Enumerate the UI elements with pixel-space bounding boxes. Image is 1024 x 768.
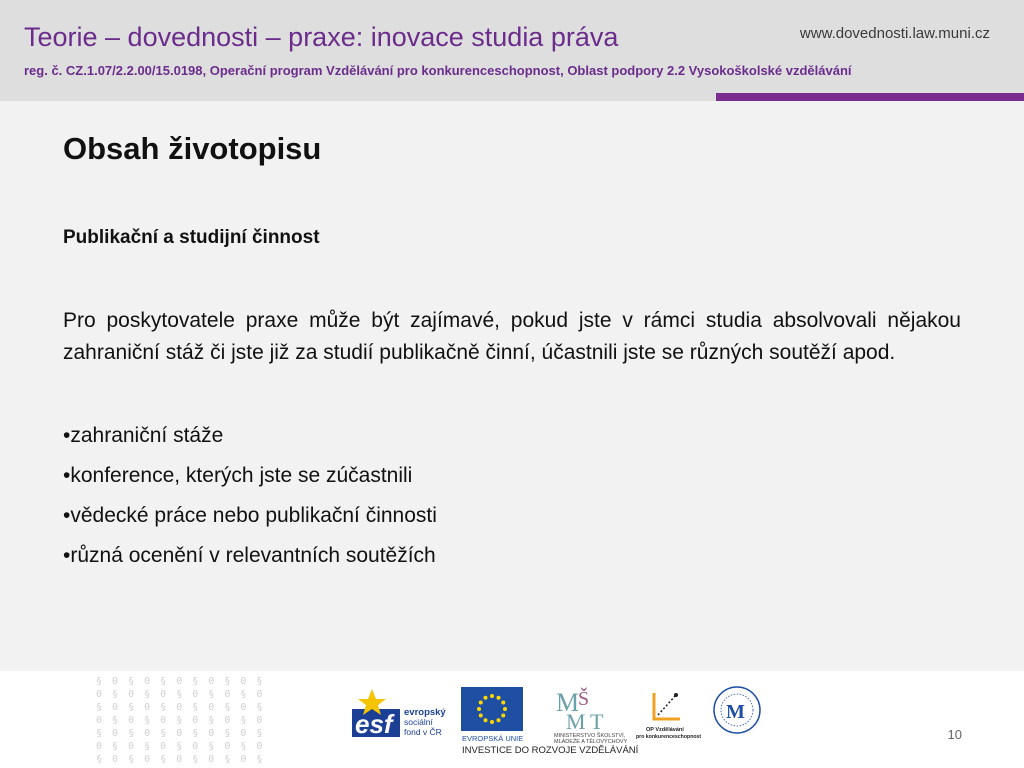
svg-text:M: M <box>556 688 580 717</box>
bullet-item: •konference, kterých jste se zúčastnili <box>63 464 413 487</box>
esf-text-line: evropský <box>404 707 446 718</box>
slide-content <box>0 101 1024 671</box>
msmt-label: MLÁDEŽE A TĚLOVÝCHOVY <box>554 739 628 745</box>
eu-star <box>490 694 494 698</box>
section-subheading: Publikační a studijní činnost <box>63 227 320 248</box>
eu-star <box>501 714 505 718</box>
eu-star <box>490 720 494 724</box>
header-band <box>0 0 1024 101</box>
slide-title: Obsah životopisu <box>63 131 322 166</box>
svg-text:M: M <box>566 709 586 734</box>
msmt-label: MINISTERSTVO ŠKOLSTVÍ, <box>554 733 626 739</box>
bullet-item: •různá ocenění v relevantních soutěžích <box>63 544 436 567</box>
bullet-list <box>63 416 437 576</box>
paragraph-pattern-decoration: § 0 § 0 § 0 § 0 § 0 § 0 § 0 § 0 § 0 § 0 § 0 § 0 § 0 § 0 § 0 § 0 § 0 § 0 § 0 § 0 § 0 § 0 § 0 § 0 § 0 § 0 § 0 § 0 § 0 § 0 § 0 § 0 § 0 § 0 § 0 § 0 § 0 § 0 § <box>96 676 264 765</box>
esf-text-line: fond v ČR <box>404 727 442 737</box>
header-subtitle: reg. č. CZ.1.07/2.2.00/15.0198, Operační program Vzdělávání pro konkurenceschopnost, Oblast podpory 2.2 Vysokoškolské vzdělávání <box>24 63 852 78</box>
eu-star <box>479 701 483 705</box>
eu-star <box>497 718 501 722</box>
svg-text:esf: esf <box>355 709 393 739</box>
eu-star <box>497 696 501 700</box>
msmt-logo <box>552 685 632 745</box>
op-vzdelavani-logo <box>636 685 706 745</box>
eu-star <box>501 701 505 705</box>
eu-label: EVROPSKÁ UNIE <box>462 734 523 743</box>
eu-star <box>477 707 481 711</box>
esf-text-line: sociální <box>404 717 433 727</box>
footer <box>0 671 1024 768</box>
bullet-item: •zahraniční stáže <box>63 424 224 447</box>
body-paragraph: Pro poskytovatele praxe může být zajímavé, pokud jste v rámci studia absolvovali nějakou zahraniční stáž či jste již za studií publikačně činní, účastnili jste se různých soutěží apod. <box>63 309 961 364</box>
bullet-item: •vědecké práce nebo publikační činnosti <box>63 504 437 527</box>
investice-caption: INVESTICE DO ROZVOJE VZDĚLÁVÁNÍ <box>462 745 639 756</box>
eu-star <box>503 707 507 711</box>
op-label: OP Vzdělávání <box>646 727 684 733</box>
eu-star <box>479 714 483 718</box>
svg-text:T: T <box>590 709 604 734</box>
header-title: Teorie – dovednosti – praxe: inovace studia práva <box>24 22 619 52</box>
op-label: pro konkurenceschopnost <box>636 734 702 740</box>
svg-text:M: M <box>726 701 745 723</box>
esf-logo <box>352 687 456 739</box>
page-number: 10 <box>947 727 962 742</box>
masaryk-university-logo <box>712 685 762 737</box>
eu-star <box>484 696 488 700</box>
header-url[interactable]: www.dovednosti.law.muni.cz <box>799 25 990 42</box>
eu-star <box>484 718 488 722</box>
svg-text:Š: Š <box>578 688 590 710</box>
eu-flag-logo <box>461 687 523 743</box>
